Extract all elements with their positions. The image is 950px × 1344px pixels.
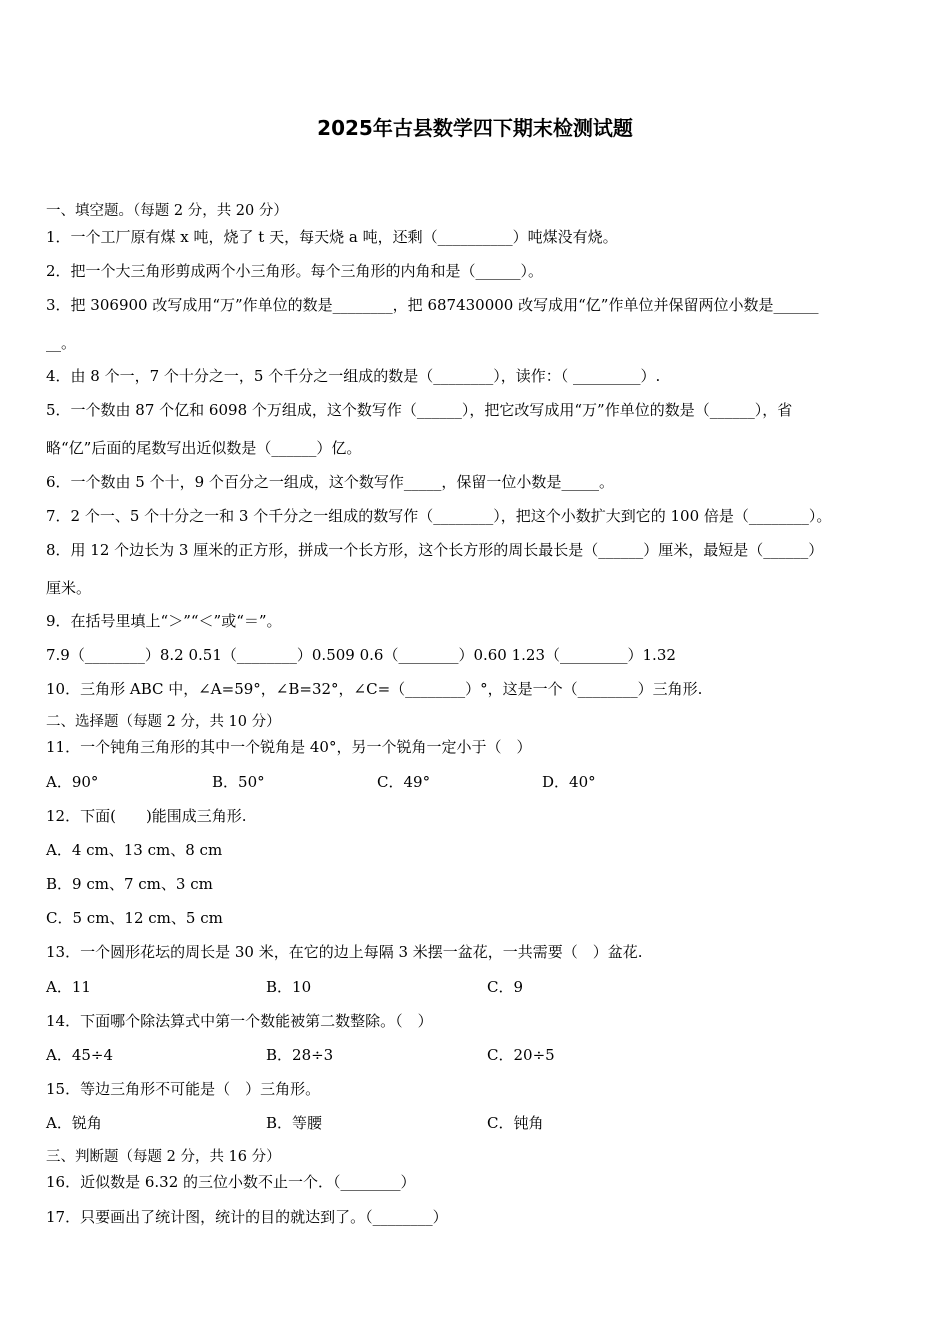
q11-option-c: C．49°	[377, 773, 431, 791]
q13-option-c: C．9	[487, 978, 524, 996]
q14-option-b: B．28÷3	[266, 1046, 334, 1064]
question-8: 8．用 12 个边长为 3 厘米的正方形，拼成一个长方形，这个长方形的周长最长是（______）厘米，最短是（______）	[46, 541, 824, 559]
q15-option-c: C．钝角	[487, 1114, 544, 1132]
section-heading-fill-blank: 一、填空题。（每题 2 分，共 20 分）	[46, 203, 288, 219]
question-2: 2．把一个大三角形剪成两个小三角形。每个三角形的内角和是（______）。	[46, 262, 544, 280]
q15-option-b: B．等腰	[266, 1114, 323, 1132]
question-16: 16．近似数是 6.32 的三位小数不止一个．（________）	[46, 1173, 416, 1191]
q12-option-c: C．5 cm、12 cm、5 cm	[46, 909, 223, 927]
section-heading-judgement: 三、判断题（每题 2 分，共 16 分）	[46, 1149, 281, 1165]
section-heading-choice: 二、选择题（每题 2 分，共 10 分）	[46, 714, 281, 730]
q13-option-b: B．10	[266, 978, 312, 996]
question-3-continued: __。	[46, 334, 77, 352]
question-4: 4．由 8 个一，7 个十分之一，5 个千分之一组成的数是（________），读作：（ _________）.	[46, 367, 661, 385]
q14-option-a: A．45÷4	[46, 1046, 114, 1064]
question-1: 1．一个工厂原有煤 x 吨，烧了 t 天，每天烧 a 吨，还剩（__________）吨煤没有烧。	[46, 228, 618, 246]
question-9: 9．在括号里填上“＞”“＜”或“＝”。	[46, 612, 282, 630]
question-14: 14．下面哪个除法算式中第一个数能被第二数整除。（ ）	[46, 1012, 433, 1030]
question-10: 10．三角形 ABC 中，∠A=59°，∠B=32°，∠C=（________）°，这是一个（________）三角形.	[46, 680, 703, 698]
question-5: 5．一个数由 87 个亿和 6098 个万组成，这个数写作（______），把它改写成用“万”作单位的数是（______），省	[46, 401, 793, 419]
question-9-comparisons: 7.9（________）8.2 0.51（________）0.509 0.6（________）0.60 1.23（_________）1.32	[46, 646, 676, 664]
question-11: 11．一个钝角三角形的其中一个锐角是 40°，另一个锐角一定小于（ ）	[46, 738, 532, 756]
question-15: 15．等边三角形不可能是（ ）三角形。	[46, 1080, 321, 1098]
question-13: 13．一个圆形花坛的周长是 30 米，在它的边上每隔 3 米摆一盆花，一共需要（ ）盆花.	[46, 943, 643, 961]
question-8-continued: 厘米。	[46, 579, 92, 597]
q12-option-b: B．9 cm、7 cm、3 cm	[46, 875, 213, 893]
q11-option-b: B．50°	[212, 773, 265, 791]
question-7: 7．2 个一、5 个十分之一和 3 个千分之一组成的数写作（________），把这个小数扩大到它的 100 倍是（________）。	[46, 507, 832, 525]
question-3: 3．把 306900 改写成用“万”作单位的数是________，把 687430000 改写成用“亿”作单位并保留两位小数是______	[46, 296, 819, 314]
q14-option-c: C．20÷5	[487, 1046, 555, 1064]
q12-option-a: A．4 cm、13 cm、8 cm	[46, 841, 223, 859]
question-5-continued: 略“亿”后面的尾数写出近似数是（______）亿。	[46, 439, 362, 457]
q13-option-a: A．11	[46, 978, 91, 996]
q15-option-a: A．锐角	[46, 1114, 102, 1132]
question-12: 12．下面( )能围成三角形.	[46, 807, 247, 825]
q11-option-d: D．40°	[542, 773, 596, 791]
page-title: 2025年古县数学四下期末检测试题	[317, 116, 633, 140]
question-6: 6．一个数由 5 个十，9 个百分之一组成，这个数写作_____，保留一位小数是_____。	[46, 473, 614, 491]
q11-option-a: A．90°	[46, 773, 99, 791]
question-17: 17．只要画出了统计图，统计的目的就达到了。（________）	[46, 1208, 448, 1226]
